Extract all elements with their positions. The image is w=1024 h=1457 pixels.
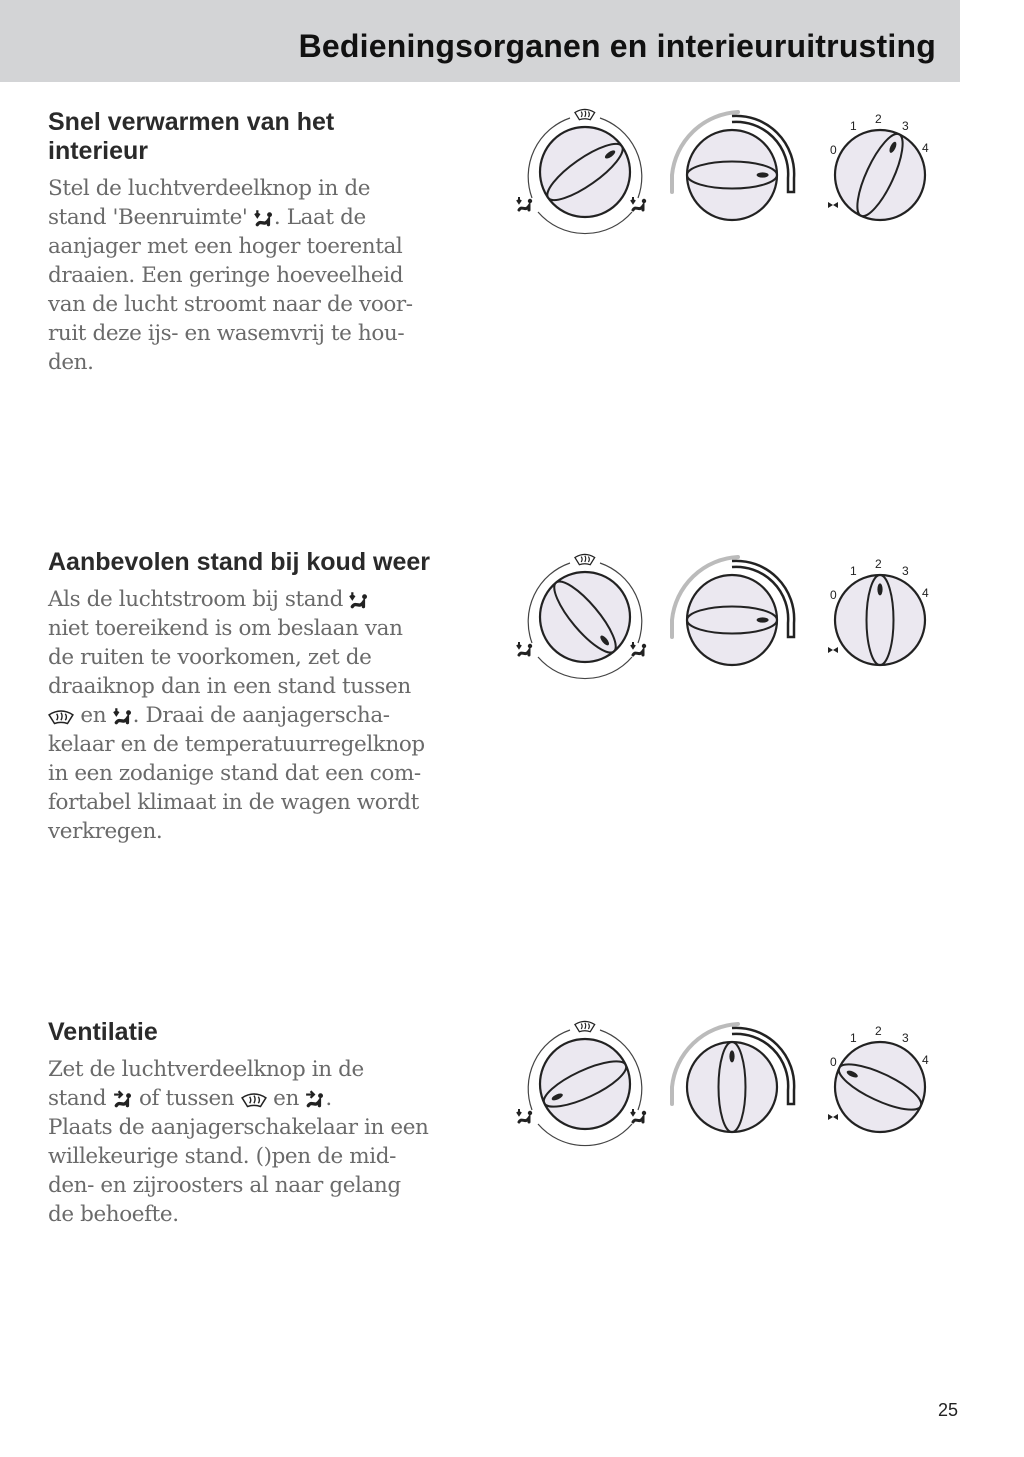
fan-icon [828, 202, 838, 208]
svg-text:1: 1 [850, 119, 857, 133]
knob-illustration-1 [510, 100, 950, 250]
svg-text:4: 4 [922, 1053, 929, 1067]
temperature-knob [660, 100, 810, 245]
section-ventilation [48, 1018, 488, 1229]
footwell-vent-icon [517, 642, 532, 655]
svg-text:3: 3 [902, 119, 909, 133]
svg-text:2: 2 [875, 1024, 882, 1038]
footwell-vent-icon [631, 197, 646, 210]
fan-speed-knob [822, 100, 962, 245]
fan-speed-knob [822, 1012, 962, 1157]
svg-text:4: 4 [922, 586, 929, 600]
svg-text:3: 3 [902, 1031, 909, 1045]
section-body: Zet de luchtverdeelknop in de stand of tussen en . Plaats de aanjagerschakelaar in een willekeurige stand. ()pen de mid- den- en zijroosters al naar gelang de behoefte. [48, 1057, 429, 1227]
windscreen-defrost-icon [48, 709, 74, 725]
footwell-vent-icon [517, 1109, 532, 1122]
knob-illustration-3 [510, 1012, 950, 1162]
footwell-vent-icon [631, 642, 646, 655]
air-distribution-knob [510, 100, 650, 245]
svg-text:2: 2 [875, 112, 882, 126]
fan-icon [828, 647, 838, 653]
svg-text:1: 1 [850, 564, 857, 578]
section-cold-weather [48, 548, 488, 846]
fan-icon [828, 1114, 838, 1120]
svg-text:1: 1 [850, 1031, 857, 1045]
fan-speed-knob [822, 545, 962, 690]
svg-text:0: 0 [830, 1055, 837, 1069]
page-header [0, 0, 960, 82]
air-distribution-knob [510, 1012, 650, 1157]
temperature-knob [660, 1012, 810, 1157]
section-heading: Ventilatie [48, 1018, 158, 1046]
svg-text:0: 0 [830, 588, 837, 602]
air-distribution-knob [510, 545, 650, 690]
footwell-vent-icon [631, 1109, 646, 1122]
page-number: 25 [938, 1400, 959, 1420]
svg-text:4: 4 [922, 141, 929, 155]
svg-text:3: 3 [902, 564, 909, 578]
section-body: Als de luchtstroom bij stand niet toereikend is om beslaan van de ruiten te voorkomen, zet de draaiknop dan in een stand tussen en . Draai de aanjagerscha- kelaar en de temperatuurregelknop in een zodanige stand dat een com- fortabel klimaat in de wagen wordt verkregen. [48, 587, 425, 844]
footwell-vent-icon [349, 591, 369, 609]
windscreen-defrost-icon [575, 109, 595, 119]
svg-text:0: 0 [830, 143, 837, 157]
windscreen-defrost-icon [575, 554, 595, 564]
face-vent-icon [113, 1090, 133, 1108]
section-heading: Snel verwarmen van het interieur [48, 108, 335, 165]
footwell-vent-icon [254, 209, 274, 227]
knob-illustration-2 [510, 545, 950, 695]
section-quick-heating [48, 108, 488, 377]
face-vent-icon [305, 1090, 325, 1108]
section-body: Stel de luchtverdeelknop in de stand 'Beenruimte' . Laat de aanjager met een hoger toerental draaien. Een geringe hoeveelheid van de lucht stroomt naar de voor- ruit deze ijs- en wasemvrij te hou- den. [48, 176, 413, 375]
section-heading: Aanbevolen stand bij koud weer [48, 548, 431, 576]
windscreen-defrost-icon [575, 1021, 595, 1031]
footwell-vent-icon [113, 707, 133, 725]
svg-text:2: 2 [875, 557, 882, 571]
page-title: Bedieningsorganen en interieuruitrusting [298, 28, 936, 64]
temperature-knob [660, 545, 810, 690]
footwell-vent-icon [517, 197, 532, 210]
windscreen-defrost-icon [241, 1092, 267, 1108]
